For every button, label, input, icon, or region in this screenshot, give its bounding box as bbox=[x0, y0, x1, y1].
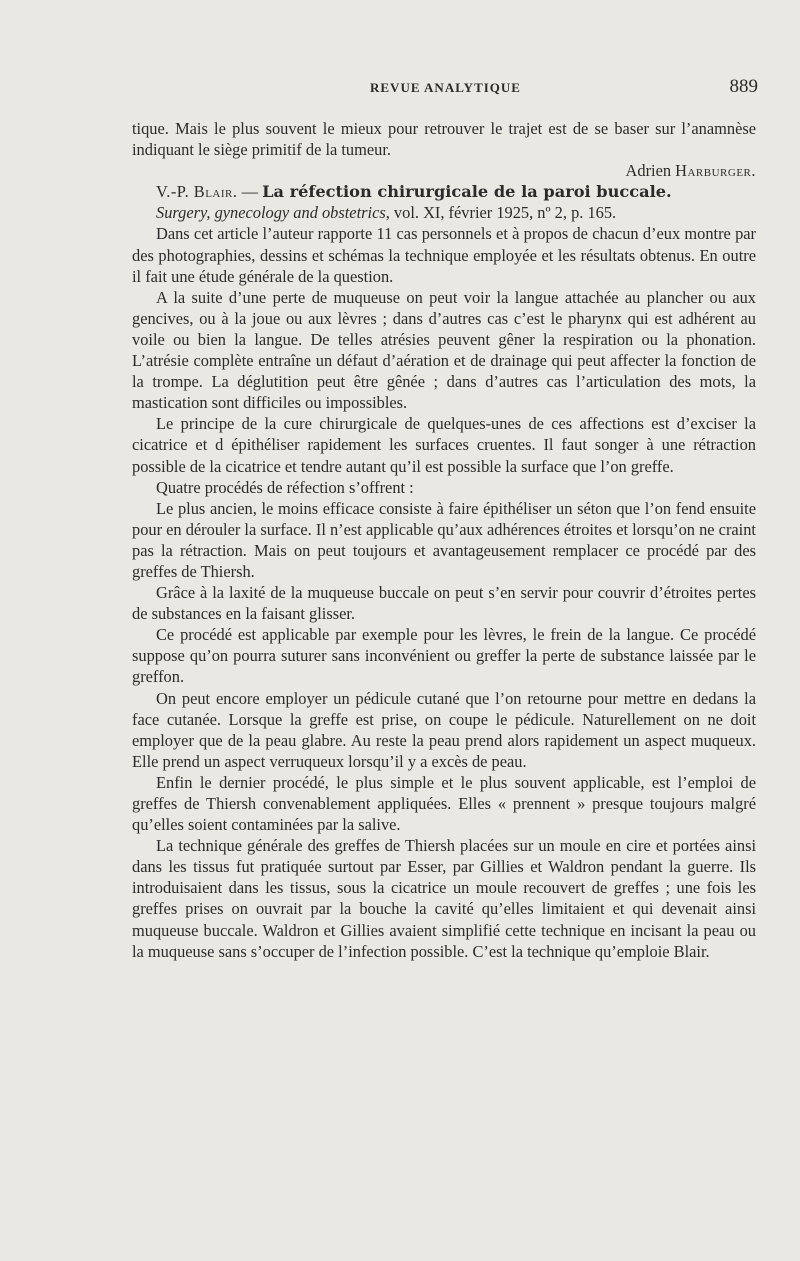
paragraph: La technique générale des greffes de Thiersh placées sur un moule en cire et portées ainsi dans les tissus fut pratiquée surtout par Esser, par Gillies et Waldron pendant la guerre. Ils introduisaient dans les tissus, sous la cicatrice un moule recouvert de greffes ; une fois les greffes prises on ouvrait par la bouche la cavité qu’elles limitaient et qui devenait ainsi muqueuse buccale. Waldron et Gillies avaient simplifié cette technique en incisant la peau ou la muqueuse sans s’occuper de l’infection possible. C’est la technique qu’emploie Blair. bbox=[132, 836, 756, 961]
paragraph: Grâce à la laxité de la muqueuse buccale on peut s’en servir pour couvrir d’étroites pertes de substances en la faisant glisser. bbox=[132, 583, 756, 624]
running-title: REVUE ANALYTIQUE bbox=[370, 80, 521, 95]
page-header bbox=[130, 76, 760, 100]
paragraph: On peut encore employer un pédicule cutané que l’on retourne pour mettre en dedans la face cutanée. Lorsque la greffe est prise, on coupe le pédicule. Naturellement on ne doit employer que de la peau glabre. Au reste la peau prend alors rapidement un aspect muqueux. Elle prend un aspect verruqueux lorsqu’il y a excès de peau. bbox=[132, 688, 756, 771]
page-number: 889 bbox=[729, 76, 758, 97]
heading-dash: — bbox=[241, 182, 258, 202]
page-content bbox=[132, 118, 756, 962]
paragraph: Le principe de la cure chirurgicale de quelques-unes de ces affections est d’exciser la cicatrice et d épithéliser rapidement les surfaces cruentes. Il faut songer à une rétraction possible de la cicatrice et tendre autant qu’il est possible la surface que l’on greffe. bbox=[132, 414, 756, 476]
article-heading bbox=[132, 181, 756, 202]
paragraph: Dans cet article l’auteur rapporte 11 cas personnels et à propos de chacun d’eux montre par des photographies, dessins et schémas la technique employée et les résultats obtenus. En outre il fait une étude générale de la question. bbox=[132, 224, 756, 286]
signature-first-name: Adrien bbox=[625, 161, 672, 181]
citation-details: , vol. XI, février 1925, nº 2, p. 165. bbox=[385, 203, 617, 223]
paragraph: Enfin le dernier procédé, le plus simple et le plus souvent applicable, est l’emploi de greffes de Thiersh convenablement appliquées. Elles « prennent » presque toujours malgré qu’elles soient contaminées par la salive. bbox=[132, 772, 756, 835]
paragraph: Ce procédé est applicable par exemple pour les lèvres, le frein de la langue. Ce procédé suppose qu’on pourra suturer sans inconvénient ou greffer la perte de substance laissée par le greffon. bbox=[132, 625, 756, 687]
previous-article-signature bbox=[132, 160, 756, 181]
article-title: La réfection chirurgicale de la paroi buccale. bbox=[262, 182, 672, 202]
article-citation bbox=[132, 202, 756, 223]
signature-last-name: Harburger. bbox=[675, 161, 756, 181]
paragraph: Quatre procédés de réfection s’offrent : bbox=[156, 477, 414, 497]
previous-article-ending: tique. Mais le plus souvent le mieux pour retrouver le trajet est de se baser sur l’anamnèse indiquant le siège primitif de la tumeur. bbox=[132, 119, 756, 160]
paragraph: A la suite d’une perte de muqueuse on peut voir la langue attachée au plancher ou aux gencives, ou à la joue ou aux lèvres ; dans d’autres cas c’est le pharynx qui est adhérent au voile ou bien la langue. De telles atrésies peuvent gêner la respiration ou la phonation. L’atrésie complète entraîne un défaut d’aération et de drainage qui peut affecter la fonction de la trompe. La déglutition peut être gênée ; dans d’autres cas l’articulation des mots, la mastication sont difficiles ou impossibles. bbox=[132, 287, 756, 413]
article-author: V.-P. Blair. bbox=[156, 182, 238, 202]
paragraph: Le plus ancien, le moins efficace consiste à faire épithéliser un séton que l’on fend ensuite pour en dérouler la surface. Il n’est applicable qu’aux adhérences étroites et lorsqu’on ne craint pas la rétraction. Mais on peut toujours et avantageusement remplacer ce procédé par des greffes de Thiersh. bbox=[132, 498, 756, 581]
journal-name: Surgery, gynecology and obstetrics bbox=[156, 203, 386, 223]
